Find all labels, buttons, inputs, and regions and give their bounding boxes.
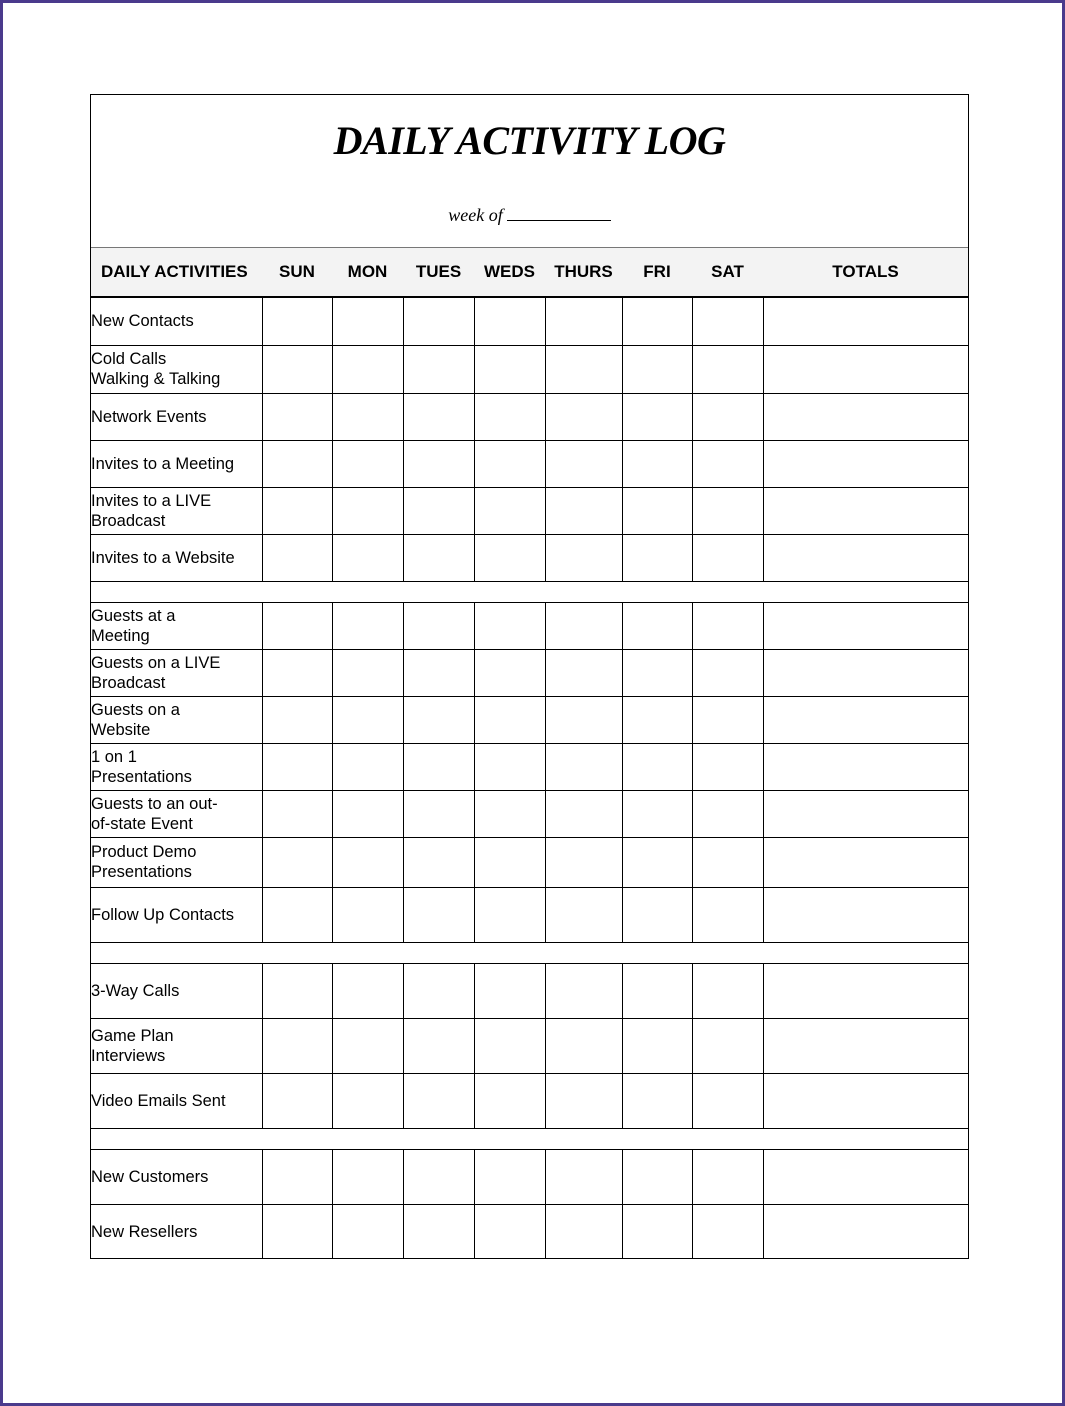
- entry-cell-tues[interactable]: [403, 1149, 474, 1204]
- activity-label: [91, 602, 262, 649]
- entry-cell-thurs[interactable]: [545, 1073, 622, 1128]
- entry-cell-sun[interactable]: [262, 649, 332, 696]
- entry-cell-sat[interactable]: [692, 963, 763, 1018]
- entry-cell-tues[interactable]: [403, 649, 474, 696]
- activity-label-text: Game Plan Interviews: [91, 1026, 174, 1065]
- entry-cell-thurs[interactable]: [545, 1018, 622, 1073]
- entry-cell-tues[interactable]: [403, 487, 474, 534]
- table-row: [91, 1149, 968, 1204]
- entry-cell-mon[interactable]: [332, 1204, 403, 1259]
- table-row: [91, 602, 968, 649]
- table-row: [91, 743, 968, 790]
- activity-table: [91, 247, 968, 1259]
- activity-label: [91, 887, 262, 942]
- activity-label: [91, 696, 262, 743]
- entry-cell-tues[interactable]: [403, 790, 474, 837]
- totals-cell[interactable]: [763, 602, 968, 649]
- entry-cell-weds[interactable]: [474, 297, 545, 345]
- entry-cell-weds[interactable]: [474, 440, 545, 487]
- entry-cell-mon[interactable]: [332, 1073, 403, 1128]
- activity-label-text: Cold Calls Walking & Talking: [91, 350, 221, 388]
- entry-cell-tues[interactable]: [403, 963, 474, 1018]
- table-row: [91, 440, 968, 487]
- entry-cell-weds[interactable]: [474, 1204, 545, 1259]
- activity-label: [91, 534, 262, 581]
- entry-cell-mon[interactable]: [332, 534, 403, 581]
- totals-cell[interactable]: [763, 1149, 968, 1204]
- entry-cell-fri[interactable]: [622, 963, 692, 1018]
- entry-cell-fri[interactable]: [622, 837, 692, 887]
- entry-cell-weds[interactable]: [474, 963, 545, 1018]
- entry-cell-sun[interactable]: [262, 743, 332, 790]
- entry-cell-sat[interactable]: [692, 1149, 763, 1204]
- entry-cell-fri[interactable]: [622, 534, 692, 581]
- table-row: [91, 297, 968, 345]
- entry-cell-mon[interactable]: [332, 963, 403, 1018]
- entry-cell-mon[interactable]: [332, 790, 403, 837]
- entry-cell-sat[interactable]: [692, 440, 763, 487]
- entry-cell-tues[interactable]: [403, 345, 474, 393]
- totals-cell[interactable]: [763, 345, 968, 393]
- totals-cell[interactable]: [763, 1073, 968, 1128]
- entry-cell-tues[interactable]: [403, 440, 474, 487]
- entry-cell-tues[interactable]: [403, 1018, 474, 1073]
- entry-cell-sat[interactable]: [692, 743, 763, 790]
- entry-cell-fri[interactable]: [622, 696, 692, 743]
- header-day-sat: SAT: [692, 248, 763, 298]
- totals-cell[interactable]: [763, 696, 968, 743]
- activity-label: [91, 1149, 262, 1204]
- entry-cell-sat[interactable]: [692, 649, 763, 696]
- activity-label: [91, 1073, 262, 1128]
- header-day-fri: FRI: [622, 248, 692, 298]
- entry-cell-sat[interactable]: [692, 487, 763, 534]
- week-of-label: week of: [448, 205, 503, 225]
- activity-label: [91, 837, 262, 887]
- activity-label: [91, 1204, 262, 1259]
- entry-cell-sun[interactable]: [262, 345, 332, 393]
- entry-cell-sun[interactable]: [262, 963, 332, 1018]
- entry-cell-sun[interactable]: [262, 1073, 332, 1128]
- entry-cell-weds[interactable]: [474, 696, 545, 743]
- entry-cell-sun[interactable]: [262, 790, 332, 837]
- entry-cell-fri[interactable]: [622, 297, 692, 345]
- entry-cell-mon[interactable]: [332, 393, 403, 440]
- table-row: [91, 696, 968, 743]
- activity-label-text: Guests at a Meeting: [91, 606, 176, 645]
- entry-cell-mon[interactable]: [332, 696, 403, 743]
- entry-cell-tues[interactable]: [403, 887, 474, 942]
- entry-cell-fri[interactable]: [622, 743, 692, 790]
- table-row: [91, 790, 968, 837]
- entry-cell-sat[interactable]: [692, 393, 763, 440]
- entry-cell-mon[interactable]: [332, 649, 403, 696]
- entry-cell-mon[interactable]: [332, 1149, 403, 1204]
- entry-cell-mon[interactable]: [332, 602, 403, 649]
- entry-cell-sat[interactable]: [692, 837, 763, 887]
- table-row: [91, 963, 968, 1018]
- entry-cell-mon[interactable]: [332, 297, 403, 345]
- activity-label-text: 3-Way Calls: [91, 981, 180, 1000]
- section-divider-row: [91, 942, 968, 963]
- entry-cell-sat[interactable]: [692, 602, 763, 649]
- table-row: [91, 534, 968, 581]
- activity-label: [91, 963, 262, 1018]
- totals-cell[interactable]: [763, 487, 968, 534]
- activity-label: [91, 440, 262, 487]
- entry-cell-mon[interactable]: [332, 1018, 403, 1073]
- activity-label: [91, 790, 262, 837]
- table-row: [91, 1018, 968, 1073]
- entry-cell-fri[interactable]: [622, 887, 692, 942]
- entry-cell-sun[interactable]: [262, 534, 332, 581]
- entry-cell-fri[interactable]: [622, 345, 692, 393]
- entry-cell-sun[interactable]: [262, 696, 332, 743]
- totals-cell[interactable]: [763, 887, 968, 942]
- activity-label-text: Product Demo Presentations: [91, 843, 197, 881]
- entry-cell-fri[interactable]: [622, 602, 692, 649]
- totals-cell[interactable]: [763, 837, 968, 887]
- totals-cell[interactable]: [763, 534, 968, 581]
- entry-cell-weds[interactable]: [474, 345, 545, 393]
- entry-cell-sun[interactable]: [262, 1204, 332, 1259]
- table-header-row: [91, 248, 968, 298]
- activity-label: [91, 393, 262, 440]
- header-activities: DAILY ACTIVITIES: [91, 248, 262, 298]
- entry-cell-thurs[interactable]: [545, 649, 622, 696]
- entry-cell-sat[interactable]: [692, 1073, 763, 1128]
- entry-cell-thurs[interactable]: [545, 602, 622, 649]
- entry-cell-tues[interactable]: [403, 534, 474, 581]
- entry-cell-fri[interactable]: [622, 649, 692, 696]
- activity-label-text: Guests on a LIVE Broadcast: [91, 653, 221, 692]
- activity-label-text: Guests to an out- of-state Event: [91, 794, 218, 833]
- totals-cell[interactable]: [763, 297, 968, 345]
- entry-cell-sun[interactable]: [262, 487, 332, 534]
- entry-cell-tues[interactable]: [403, 837, 474, 887]
- header-totals: TOTALS: [763, 248, 968, 298]
- totals-cell[interactable]: [763, 963, 968, 1018]
- table-row: [91, 345, 968, 393]
- activity-label: [91, 297, 262, 345]
- table-body: [91, 297, 968, 1259]
- entry-cell-fri[interactable]: [622, 790, 692, 837]
- entry-cell-sun[interactable]: [262, 297, 332, 345]
- table-row: [91, 1073, 968, 1128]
- header-day-weds: WEDS: [474, 248, 545, 298]
- entry-cell-thurs[interactable]: [545, 487, 622, 534]
- entry-cell-tues[interactable]: [403, 297, 474, 345]
- activity-label: [91, 649, 262, 696]
- totals-cell[interactable]: [763, 1018, 968, 1073]
- entry-cell-sun[interactable]: [262, 887, 332, 942]
- entry-cell-sat[interactable]: [692, 1204, 763, 1259]
- entry-cell-sat[interactable]: [692, 345, 763, 393]
- entry-cell-weds[interactable]: [474, 393, 545, 440]
- entry-cell-weds[interactable]: [474, 1073, 545, 1128]
- entry-cell-mon[interactable]: [332, 743, 403, 790]
- activity-label: [91, 487, 262, 534]
- entry-cell-fri[interactable]: [622, 440, 692, 487]
- entry-cell-sun[interactable]: [262, 1149, 332, 1204]
- entry-cell-sat[interactable]: [692, 887, 763, 942]
- entry-cell-sun[interactable]: [262, 837, 332, 887]
- entry-cell-weds[interactable]: [474, 790, 545, 837]
- entry-cell-mon[interactable]: [332, 345, 403, 393]
- entry-cell-weds[interactable]: [474, 1018, 545, 1073]
- header-day-thurs: THURS: [545, 248, 622, 298]
- entry-cell-mon[interactable]: [332, 440, 403, 487]
- totals-cell[interactable]: [763, 649, 968, 696]
- entry-cell-tues[interactable]: [403, 393, 474, 440]
- activity-label-text: 1 on 1 Presentations: [91, 747, 192, 786]
- entry-cell-sat[interactable]: [692, 696, 763, 743]
- entry-cell-thurs[interactable]: [545, 790, 622, 837]
- entry-cell-tues[interactable]: [403, 602, 474, 649]
- entry-cell-tues[interactable]: [403, 743, 474, 790]
- entry-cell-fri[interactable]: [622, 1204, 692, 1259]
- section-divider-row: [91, 1128, 968, 1149]
- activity-label-text: Invites to a LIVE Broadcast: [91, 491, 212, 530]
- entry-cell-sat[interactable]: [692, 1018, 763, 1073]
- totals-cell[interactable]: [763, 1204, 968, 1259]
- entry-cell-weds[interactable]: [474, 743, 545, 790]
- entry-cell-sun[interactable]: [262, 602, 332, 649]
- entry-cell-thurs[interactable]: [545, 345, 622, 393]
- header-day-tues: TUES: [403, 248, 474, 298]
- table-row: [91, 887, 968, 942]
- entry-cell-thurs[interactable]: [545, 440, 622, 487]
- section-divider-row: [91, 581, 968, 602]
- entry-cell-weds[interactable]: [474, 602, 545, 649]
- week-of-field: [91, 205, 968, 226]
- activity-label-text: New Customers: [91, 1167, 209, 1186]
- section-divider: [91, 1128, 968, 1149]
- entry-cell-mon[interactable]: [332, 487, 403, 534]
- totals-cell[interactable]: [763, 790, 968, 837]
- entry-cell-fri[interactable]: [622, 487, 692, 534]
- activity-label-text: New Contacts: [91, 312, 194, 331]
- entry-cell-sat[interactable]: [692, 534, 763, 581]
- entry-cell-fri[interactable]: [622, 1149, 692, 1204]
- entry-cell-thurs[interactable]: [545, 1204, 622, 1259]
- table-row: [91, 649, 968, 696]
- entry-cell-tues[interactable]: [403, 1204, 474, 1259]
- activity-label: [91, 345, 262, 393]
- entry-cell-weds[interactable]: [474, 534, 545, 581]
- entry-cell-fri[interactable]: [622, 1073, 692, 1128]
- entry-cell-thurs[interactable]: [545, 696, 622, 743]
- entry-cell-sun[interactable]: [262, 440, 332, 487]
- entry-cell-thurs[interactable]: [545, 534, 622, 581]
- table-row: [91, 1204, 968, 1259]
- activity-label-text: Invites to a Website: [91, 548, 235, 567]
- activity-label-text: Video Emails Sent: [91, 1091, 226, 1110]
- totals-cell[interactable]: [763, 440, 968, 487]
- entry-cell-thurs[interactable]: [545, 393, 622, 440]
- entry-cell-sat[interactable]: [692, 790, 763, 837]
- activity-label-text: Guests on a Website: [91, 700, 180, 739]
- header-day-mon: MON: [332, 248, 403, 298]
- table-row: [91, 487, 968, 534]
- header-day-sun: SUN: [262, 248, 332, 298]
- week-of-blank[interactable]: [507, 206, 611, 221]
- entry-cell-thurs[interactable]: [545, 963, 622, 1018]
- entry-cell-mon[interactable]: [332, 887, 403, 942]
- entry-cell-sat[interactable]: [692, 297, 763, 345]
- entry-cell-thurs[interactable]: [545, 1149, 622, 1204]
- entry-cell-weds[interactable]: [474, 1149, 545, 1204]
- entry-cell-weds[interactable]: [474, 837, 545, 887]
- table-row: [91, 837, 968, 887]
- totals-cell[interactable]: [763, 743, 968, 790]
- section-divider: [91, 581, 968, 602]
- entry-cell-weds[interactable]: [474, 649, 545, 696]
- totals-cell[interactable]: [763, 393, 968, 440]
- entry-cell-tues[interactable]: [403, 1073, 474, 1128]
- entry-cell-weds[interactable]: [474, 487, 545, 534]
- entry-cell-sun[interactable]: [262, 393, 332, 440]
- page-title: DAILY ACTIVITY LOG: [333, 118, 726, 163]
- activity-label: [91, 743, 262, 790]
- entry-cell-sun[interactable]: [262, 1018, 332, 1073]
- entry-cell-thurs[interactable]: [545, 887, 622, 942]
- table-row: [91, 393, 968, 440]
- activity-label-text: Invites to a Meeting: [91, 454, 235, 473]
- section-divider: [91, 942, 968, 963]
- entry-cell-thurs[interactable]: [545, 837, 622, 887]
- entry-cell-fri[interactable]: [622, 1018, 692, 1073]
- activity-label-text: New Resellers: [91, 1222, 198, 1241]
- activity-label: [91, 1018, 262, 1073]
- entry-cell-mon[interactable]: [332, 837, 403, 887]
- entry-cell-tues[interactable]: [403, 696, 474, 743]
- entry-cell-thurs[interactable]: [545, 297, 622, 345]
- activity-label-text: Network Events: [91, 407, 207, 426]
- entry-cell-weds[interactable]: [474, 887, 545, 942]
- activity-log-sheet: [90, 94, 969, 1259]
- entry-cell-fri[interactable]: [622, 393, 692, 440]
- activity-label-text: Follow Up Contacts: [91, 905, 235, 924]
- entry-cell-thurs[interactable]: [545, 743, 622, 790]
